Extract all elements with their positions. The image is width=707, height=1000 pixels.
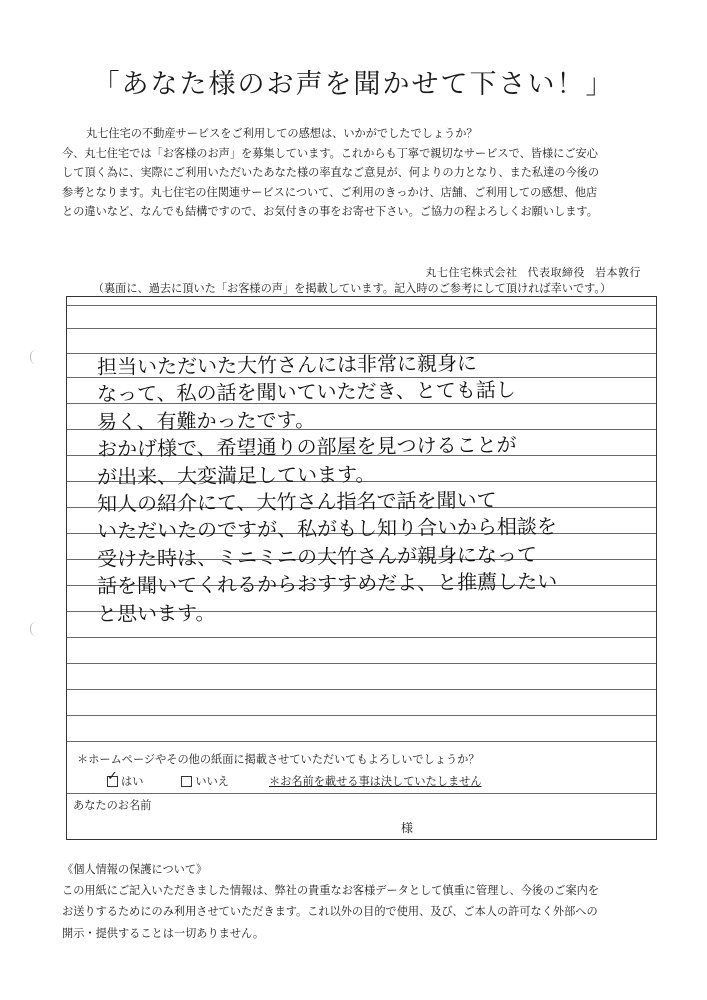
intro-line: 丸七住宅の不動産サービスをご利用しての感想は、いかがでしたでしょうか？ <box>86 127 478 140</box>
intro-text <box>62 124 660 222</box>
page-title: 「あなた様のお声を聞かせて下さい！」 <box>92 69 615 100</box>
handwritten-line: 知人の紹介にて、大竹さん指名で話を聞いて <box>96 487 497 516</box>
name-privacy-note: ＊お名前を載せる事は決していたしません <box>268 775 482 788</box>
handwritten-comment <box>97 351 657 625</box>
consent-yes-label: はい <box>121 775 144 788</box>
handwritten-line: 担当いただいた大竹さんには非常に親身に <box>96 350 478 379</box>
ruled-line <box>67 715 656 716</box>
ruled-line <box>67 741 656 742</box>
check-mark-icon: ✓ <box>107 768 118 784</box>
privacy-line: お送りするためにのみ利用させていただきます。これ以外の目的で使用、及び、ご本人の許可なく外部への <box>62 905 598 919</box>
representative-role: 代表取締役 <box>527 266 585 279</box>
intro-line: して頂く為に、実際にご利用いただいたあなた様の率直なご意見が、何よりの力となり、また私達の今後の <box>62 166 600 180</box>
punch-hole-mark <box>30 350 37 364</box>
intro-line: との違いなど、なんでも結構ですので、お気付きの事をお寄せ下さい。ご協力の程よろしくお願いします。 <box>62 205 598 219</box>
consent-yes-option[interactable] <box>107 768 144 789</box>
handwritten-line: 受けた時は、ミニミニの大竹さんが親身になって <box>96 542 538 571</box>
company-name: 丸七住宅株式会社 <box>425 266 518 279</box>
punch-hole-mark <box>30 622 37 636</box>
ruled-line <box>67 663 656 664</box>
ruled-line <box>67 793 656 794</box>
handwritten-line: 話を聞いてくれるからおすすめだよ、と推薦したい <box>96 569 558 599</box>
privacy-heading: 《個人情報の保護について》 <box>62 863 208 876</box>
ruled-line <box>67 305 656 306</box>
handwritten-line: が出来、大変満足しています。 <box>96 461 376 489</box>
handwritten-line: いただいたのですが、私がもし知り合いから相談を <box>96 514 558 544</box>
company-signature <box>416 264 642 280</box>
consent-question: ＊ホームページやその他の紙面に掲載させていただいてもよろしいでしょうか？ <box>77 753 480 766</box>
privacy-line: 開示・提供することは一切ありません。 <box>62 926 265 940</box>
handwritten-line: なって、私の話を聞いていただき、とても話し <box>96 377 516 407</box>
intro-line: 今、丸七住宅では「お客様のお声」を募集しています。これからも丁寧で親切なサービスで、皆様にご安心 <box>62 146 598 160</box>
handwritten-line: おかげ様で、希望通りの部屋を見つけることが <box>96 432 517 462</box>
privacy-line: この用紙にご記入いただきました情報は、弊社の貴重なお客様データとして慎重に管理し、今後のご案内を <box>62 884 600 898</box>
representative-name: 岩本敦行 <box>595 266 641 279</box>
notice-text: （裏面に、過去に頂いた「お客様の声」を掲載しています。記入時のご参考にして頂ければ幸いです。） <box>92 282 612 295</box>
consent-no-label: いいえ <box>195 775 229 788</box>
ruled-line <box>67 637 656 638</box>
ruled-line <box>67 328 656 329</box>
name-suffix: 様 <box>401 821 414 835</box>
checkbox-checked-icon[interactable] <box>107 768 118 787</box>
consent-options <box>107 768 482 789</box>
privacy-section <box>62 859 672 944</box>
name-field-label: あなたのお名前 <box>73 799 152 812</box>
ruled-line <box>67 689 656 690</box>
handwritten-line: 易く、有難かったです。 <box>96 407 316 434</box>
intro-line: 参考となります。丸七住宅の住関連サービスについて、ご利用のきっかけ、店舗、ご利用しての感想、他店 <box>62 185 598 199</box>
consent-no-option[interactable] <box>181 773 229 789</box>
checkbox-empty-icon[interactable] <box>181 776 192 787</box>
handwritten-line: と思います。 <box>96 600 216 626</box>
feedback-form <box>66 296 657 840</box>
